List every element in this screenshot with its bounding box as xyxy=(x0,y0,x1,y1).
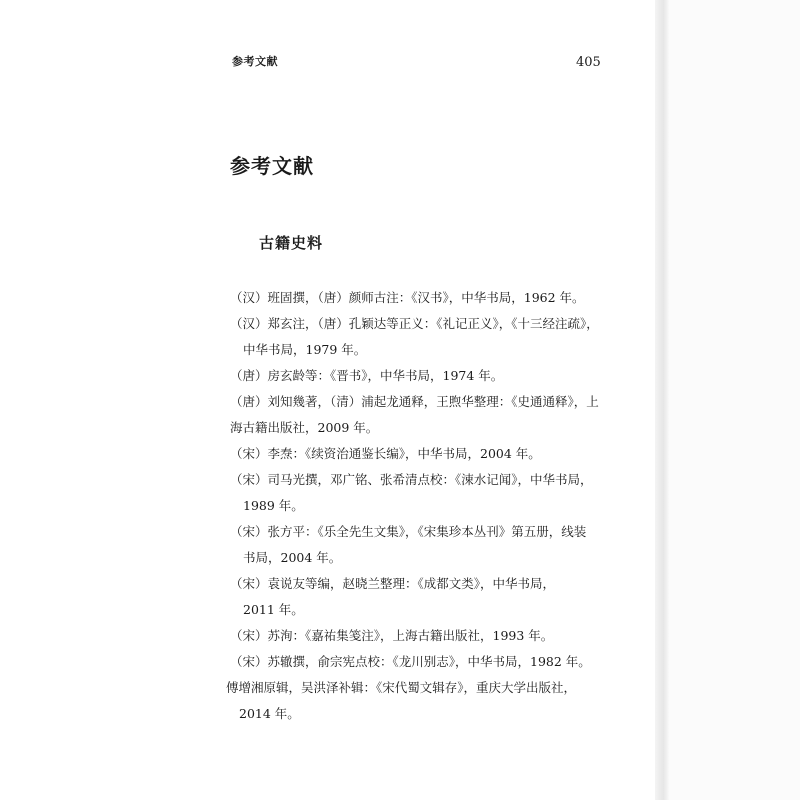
reference-entry xyxy=(230,285,600,311)
reference-entry xyxy=(226,675,600,727)
reference-entry xyxy=(230,571,600,623)
reference-line: 2011 年。 xyxy=(243,602,304,617)
reference-line: （唐）刘知幾著，（清）浦起龙通释，王煦华整理：《史通通释》，上 xyxy=(230,394,599,409)
reference-entry xyxy=(230,623,600,649)
reference-line: 海古籍出版社，2009 年。 xyxy=(230,420,379,435)
reference-entry xyxy=(230,363,600,389)
section-title: 古籍史料 xyxy=(259,234,324,252)
reference-line: （宋）袁说友等编，赵晓兰整理：《成都文类》，中华书局， xyxy=(230,576,556,591)
reference-entry xyxy=(230,649,600,675)
reference-line: （宋）苏洵：《嘉祐集笺注》，上海古籍出版社，1993 年。 xyxy=(230,628,554,643)
reference-entry xyxy=(230,311,600,363)
reference-entry xyxy=(230,389,600,441)
reference-line: （汉）班固撰，（唐）颜师古注：《汉书》，中华书局，1962 年。 xyxy=(230,290,585,305)
reference-entry xyxy=(230,441,600,467)
reference-line: 书局，2004 年。 xyxy=(243,550,342,565)
reference-line: 中华书局，1979 年。 xyxy=(243,342,367,357)
reference-line: （宋）张方平：《乐全先生文集》，《宋集珍本丛刊》第五册，线装 xyxy=(230,524,587,539)
reference-line: （宋）司马光撰，邓广铭、张希清点校：《涑水记闻》，中华书局， xyxy=(230,472,593,487)
reference-line: 2014 年。 xyxy=(239,706,300,721)
reference-entry xyxy=(230,467,600,519)
adjacent-page-edge xyxy=(669,0,800,800)
reference-list xyxy=(226,285,600,727)
reference-line: 1989 年。 xyxy=(243,498,304,513)
page-number: 405 xyxy=(576,55,601,70)
reference-line: 傅增湘原辑，吴洪泽补辑：《宋代蜀文辑存》，重庆大学出版社， xyxy=(226,680,577,695)
reference-line: （宋）李焘：《续资治通鉴长编》，中华书局，2004 年。 xyxy=(230,446,541,461)
page-title: 参考文献 xyxy=(230,154,314,178)
page-gutter-shadow xyxy=(655,0,669,800)
reference-entry xyxy=(230,519,600,571)
reference-line: （唐）房玄龄等：《晋书》，中华书局，1974 年。 xyxy=(230,368,504,383)
reference-line: （宋）苏辙撰，俞宗宪点校：《龙川别志》，中华书局，1982 年。 xyxy=(230,654,591,669)
running-head: 参考文献 xyxy=(232,55,278,68)
reference-line: （汉）郑玄注，（唐）孔颖达等正义：《礼记正义》，《十三经注疏》， xyxy=(230,316,599,331)
